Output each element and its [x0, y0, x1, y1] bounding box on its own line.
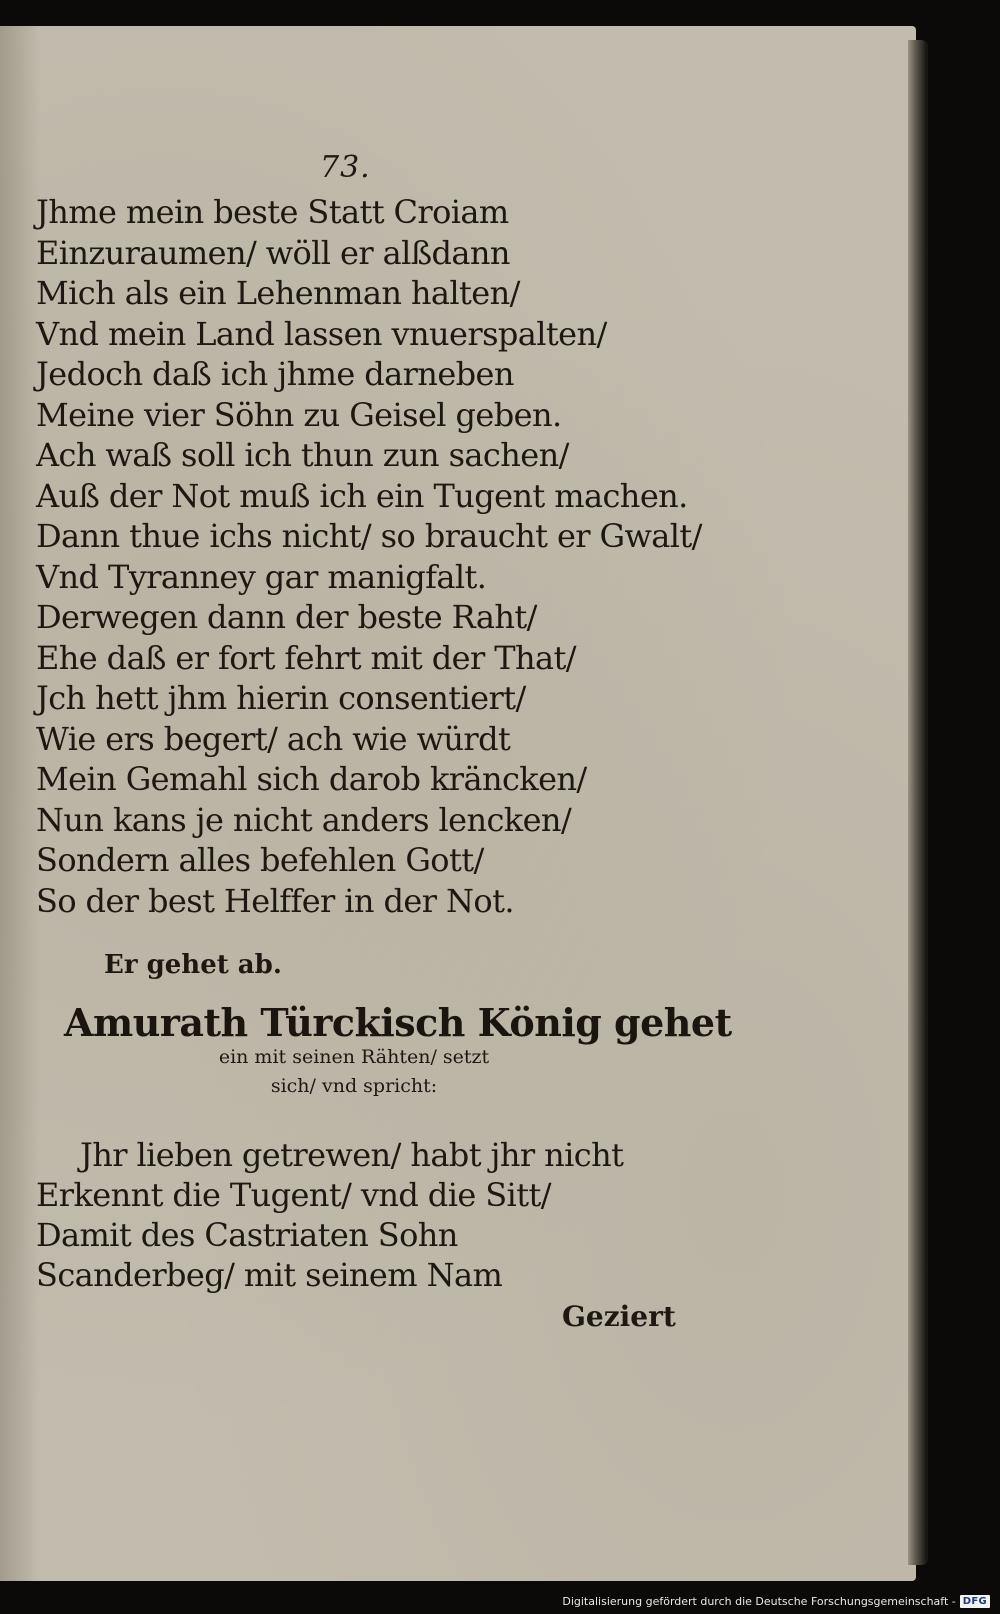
verse-line: Wie ers begert/ ach wie würdt — [36, 719, 511, 758]
page-number: 73. — [320, 150, 371, 185]
verse-line: Derwegen dann der beste Raht/ — [36, 598, 537, 636]
speech-line: Scanderbeg/ mit seinem Nam — [36, 1256, 503, 1294]
verse-line: Ach waß soll ich thun zun sachen/ — [36, 436, 569, 474]
verse-line: Einzuraumen/ wöll er alßdann — [36, 233, 510, 272]
stage-direction: Er gehet ab. — [104, 950, 282, 980]
verse-line: Sondern alles befehlen Gott/ — [36, 841, 484, 879]
verse-line: Mich als ein Lehenman halten/ — [36, 274, 520, 312]
dfg-logo: DFG — [960, 1595, 990, 1608]
speech-line: Damit des Castriaten Sohn — [36, 1216, 458, 1254]
verse-line: Nun kans je nicht anders lencken/ — [36, 800, 572, 839]
speech-line: Jhr lieben getrewen/ habt jhr nicht — [80, 1136, 624, 1174]
scene-subheading-line: sich/ vnd spricht: — [270, 1075, 438, 1097]
verse-line: Dann thue ichs nicht/ so braucht er Gwalt/ — [36, 517, 702, 555]
verse-line: Mein Gemahl sich darob kräncken/ — [36, 760, 587, 798]
verse-line: Jhme mein beste Statt Croiam — [36, 193, 509, 231]
verse-line: Jch hett jhm hierin consentiert/ — [36, 679, 526, 717]
verse-line: Meine vier Söhn zu Geisel geben. — [36, 395, 562, 434]
verse-line: Vnd mein Land lassen vnuerspalten/ — [36, 314, 607, 353]
verse-line: So der best Helffer in der Not. — [36, 881, 514, 920]
scene-heading: Amurath Türckisch König gehet — [64, 1000, 732, 1045]
speech-block — [36, 1135, 623, 1295]
footer-text: Digitalisierung gefördert durch die Deutsche Forschungsgemeinschaft - — [562, 1594, 956, 1608]
verse-block — [36, 192, 702, 921]
verse-line: Jedoch daß ich jhme darneben — [36, 355, 514, 393]
scene-subheading-line: ein mit seinen Rähten/ setzt — [218, 1046, 490, 1068]
digitization-footer — [562, 1591, 990, 1611]
page-edge — [908, 40, 928, 1565]
verse-line: Vnd Tyranney gar manigfalt. — [36, 557, 487, 596]
catchword: Geziert — [562, 1300, 676, 1333]
verse-line: Auß der Not muß ich ein Tugent machen. — [36, 476, 688, 515]
verse-line: Ehe daß er fort fehrt mit der That/ — [36, 638, 576, 677]
speech-line: Erkennt die Tugent/ vnd die Sitt/ — [36, 1176, 551, 1214]
